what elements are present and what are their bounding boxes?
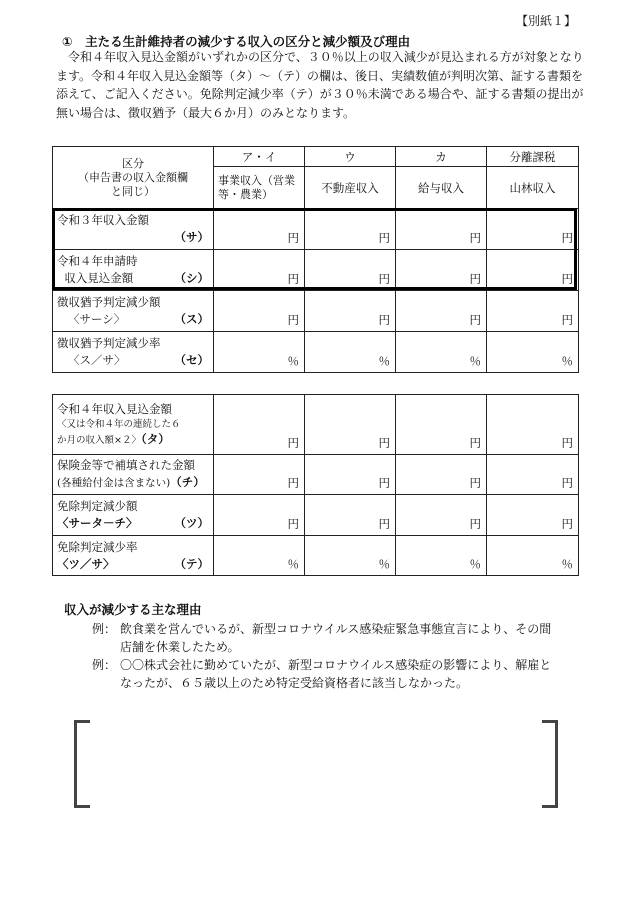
table-row <box>53 332 579 373</box>
column-name-forestry: 山林収入 <box>487 167 579 209</box>
table-row <box>53 395 579 455</box>
row-label-insurance-amount: 保険金等で補填された金額 (各種給付金は含まない)（チ） <box>53 455 214 495</box>
row-symbol: （チ） <box>170 475 205 489</box>
row-label-deferral-decrease: 徴収猶予判定減少額 〈サーシ〉 （ス） <box>53 291 214 332</box>
row-symbol: （テ） <box>174 556 209 571</box>
amount-input-cell[interactable]: 円 <box>487 209 579 250</box>
table-row <box>53 455 579 495</box>
rate-input-cell[interactable]: ％ <box>214 536 305 576</box>
column-code-salary: カ <box>396 147 487 167</box>
rate-input-cell[interactable]: ％ <box>487 332 579 373</box>
row-symbol: （シ） <box>174 271 209 285</box>
amount-input-cell[interactable]: 円 <box>487 291 579 332</box>
exemption-table <box>52 394 579 576</box>
table-row <box>53 250 579 291</box>
example-text: 飲食業を営んでいるが、新型コロナウイルス感染症緊急事態宣言により、その間店舗を休業したため。 <box>120 622 552 654</box>
column-code-realestate: ウ <box>305 147 396 167</box>
amount-input-cell[interactable]: 円 <box>305 209 396 250</box>
intro-paragraph: 令和４年収入見込金額がいずれかの区分で、３０％以上の収入減少が見込まれる方が対象となります。令和４年収入見込金額等（タ）～（テ）の欄は、後日、実績数値が判明次第、証する書類を添えて、ご記入ください。免除判定減少率（テ）が３０％未満である場合や、証する書類の提出が無い場合は、徴収猶予（最大６か月）のみとなります。 <box>56 50 584 120</box>
column-code-business: ア・イ <box>214 147 305 167</box>
row-label-r3-income: 令和３年収入金額 （サ） <box>53 209 214 250</box>
column-name-realestate: 不動産収入 <box>305 167 396 209</box>
amount-input-cell[interactable]: 円 <box>214 395 305 455</box>
amount-input-cell[interactable]: 円 <box>214 250 305 291</box>
amount-input-cell[interactable]: 円 <box>396 495 487 536</box>
row-label-r4-estimate-detail: 令和４年収入見込金額 〈又は令和４年の連続した６ か月の収入額×２〉（タ） <box>53 395 214 455</box>
amount-input-cell[interactable]: 円 <box>214 495 305 536</box>
annex-label: 【別紙１】 <box>515 14 576 28</box>
row-label-deferral-rate: 徴収猶予判定減少率 〈ス／サ〉 （セ） <box>53 332 214 373</box>
rate-input-cell[interactable]: ％ <box>396 332 487 373</box>
amount-input-cell[interactable]: 円 <box>305 291 396 332</box>
reason-example-2 <box>92 656 562 692</box>
column-name-salary: 給与収入 <box>396 167 487 209</box>
amount-input-cell[interactable]: 円 <box>305 455 396 495</box>
amount-input-cell[interactable]: 円 <box>487 495 579 536</box>
reason-entry-bracket-left <box>74 720 90 808</box>
amount-input-cell[interactable]: 円 <box>214 455 305 495</box>
row-symbol: （セ） <box>174 353 209 367</box>
example-text: 〇〇株式会社に勤めていたが、新型コロナウイルス感染症の影響により、解雇となったが、６５歳以上のため特定受給資格者に該当しなかった。 <box>120 658 552 690</box>
reason-example-1 <box>92 620 562 656</box>
row-symbol: （ツ） <box>174 516 209 530</box>
reason-entry-bracket-right <box>542 720 558 808</box>
amount-input-cell[interactable]: 円 <box>214 209 305 250</box>
category-header-line1: 区分 <box>122 156 144 170</box>
rate-input-cell[interactable]: ％ <box>487 536 579 576</box>
rate-input-cell[interactable]: ％ <box>305 332 396 373</box>
rate-input-cell[interactable]: ％ <box>305 536 396 576</box>
row-symbol: （サ） <box>174 230 209 244</box>
table-row <box>53 209 579 250</box>
amount-input-cell[interactable]: 円 <box>305 495 396 536</box>
amount-input-cell[interactable]: 円 <box>214 291 305 332</box>
row-symbol: （ス） <box>174 312 209 326</box>
amount-input-cell[interactable]: 円 <box>487 455 579 495</box>
amount-input-cell[interactable]: 円 <box>305 250 396 291</box>
reasons-title: 収入が減少する主な理由 <box>64 602 202 617</box>
rate-input-cell[interactable]: ％ <box>214 332 305 373</box>
category-header-cell <box>53 147 214 209</box>
amount-input-cell[interactable]: 円 <box>487 250 579 291</box>
amount-input-cell[interactable]: 円 <box>396 291 487 332</box>
column-code-separate: 分離課税 <box>487 147 579 167</box>
section-heading: ① 主たる生計維持者の減少する収入の区分と減少額及び理由 <box>62 34 411 49</box>
income-category-table <box>52 146 579 373</box>
table-row <box>53 495 579 536</box>
rate-input-cell[interactable]: ％ <box>396 536 487 576</box>
column-name-business: 事業収入（営業等・農業） <box>214 167 305 209</box>
category-header-line2: （申告書の収入金額欄 <box>78 170 188 184</box>
category-header-line3: と同じ） <box>111 184 155 198</box>
example-prefix: 例： <box>92 658 117 672</box>
row-label-exemption-rate: 免除判定減少率 〈ツ／サ〉 （テ） <box>53 536 214 576</box>
amount-input-cell[interactable]: 円 <box>305 395 396 455</box>
amount-input-cell[interactable]: 円 <box>396 209 487 250</box>
amount-input-cell[interactable]: 円 <box>487 395 579 455</box>
table-row <box>53 291 579 332</box>
row-label-r4-estimate: 令和４年申請時 収入見込金額 （シ） <box>53 250 214 291</box>
row-symbol: （タ） <box>140 432 170 446</box>
amount-input-cell[interactable]: 円 <box>396 250 487 291</box>
table-row <box>53 536 579 576</box>
example-prefix: 例： <box>92 622 117 636</box>
row-label-exemption-decrease: 免除判定減少額 〈サータ－チ〉 （ツ） <box>53 495 214 536</box>
amount-input-cell[interactable]: 円 <box>396 455 487 495</box>
amount-input-cell[interactable]: 円 <box>396 395 487 455</box>
